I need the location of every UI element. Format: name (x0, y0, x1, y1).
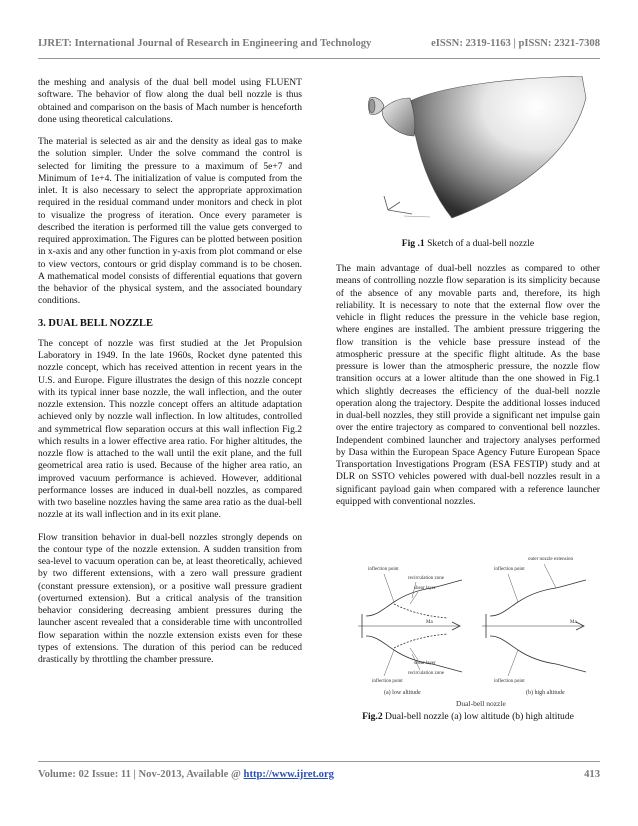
label-shear-layer: shear layer (414, 661, 436, 666)
paragraph: the meshing and analysis of the dual bell model using FLUENT software. The behavior of flow along the dual bell nozzle is thus obtained and comparison on the basis of Mach number is henceforth done using theoretical calculations. (38, 77, 302, 125)
figure-2-caption (336, 711, 600, 722)
label-ma: Ma (570, 620, 577, 625)
journal-header (38, 38, 600, 59)
left-column (38, 77, 302, 676)
label-ma: Ma (426, 620, 433, 625)
paragraph: The concept of nozzle was first studied at the Jet Propulsion Laboratory in 1949. In the late 1960s, Rocket dyne patented this nozzle concept, which has received attention in recent years in the U.S. and Europe. Figure illustrates the design of this nozzle concept with its typical inner base nozzle, the wall inflection, and the outer nozzle extension. This nozzle concept offers an altitude adaptation achieved only by nozzle wall inflection. In low altitudes, controlled and symmetrical flow separation occurs at this wall inflection Fig.2 which results in a lower effective area ratio. For higher altitudes, the nozzle flow is attached to the wall until the exit plane, and the full geometrical area ratio is used. Because of the higher area ratio, an improved vacuum performance is achieved. However, additional performance losses are induced in dual-bell nozzles, as compared with two baseline nozzles having the same area ratio as the dual-bell nozzle at its wall inflection and in its exit plane. (38, 337, 302, 521)
figure-2-caption-text: Dual-bell nozzle (a) low altitude (b) high altitude (382, 711, 574, 722)
label-shear-layer: shear layer (414, 586, 436, 591)
page-footer (38, 761, 600, 785)
figure-1-label: Fig .1 (401, 238, 425, 249)
section-heading: 3. DUAL BELL NOZZLE (38, 317, 153, 329)
journal-issn: eISSN: 2319-1163 | pISSN: 2321-7308 (431, 38, 600, 49)
nozzle-a-outline (358, 580, 462, 672)
label-outer-nozzle-extension: outer nozzle extension (528, 557, 573, 562)
nozzle-b-outline (482, 580, 586, 672)
figure-1-caption (336, 238, 600, 249)
paragraph: The material is selected as air and the density as ideal gas to make the solution simpler. Under the solve command the control is selected for limiting the pressure to a maximum of 5e+7 and Minimum of 1e+4. The initialization of value is computed from the inlet. It is also necessary to select the appropriate approximation required in the residual command under monitors and check in plot to visualize the progress of iteration. Once every parameter is described the iteration is performed till the value gets converged to required approximation. The Figures can be plotted between position in x-axis and any other function in y-axis from plot command or else to view vectors, contours or grid display command is to be chosen. A mathematical model consists of differential equations that govern the behavior of the physical system, and the associated boundary conditions. (38, 136, 302, 307)
label-low-altitude: (a) low altitude (384, 690, 421, 696)
footer-volume (38, 769, 334, 785)
label-inflection-point: inflection point (494, 679, 525, 684)
figure-2-title: Dual-bell nozzle (456, 699, 506, 708)
journal-title: IJRET: International Journal of Research in Engineering and Technology (38, 38, 372, 49)
paragraph: Flow transition behavior in dual-bell nozzles strongly depends on the contour type of the nozzle extension. A sudden transition from sea-level to vacuum operation can be, at least theoretically, achieved by two different extensions, with a zero wall pressure gradient (constant pressure extension), or a positive wall pressure gradient (overturned extension). But a critical analysis of the transition behavior considering decreasing ambient pressures during the launcher ascent revealed that a considerable time with uncontrolled flow separation within the nozzle extension exists even for these types of extensions. The duration of this period can be reduced drastically by throttling the chamber pressure. (38, 531, 302, 665)
label-inflection-point: inflection point (372, 679, 403, 684)
right-column (336, 263, 600, 518)
figure-1-caption-text: Sketch of a dual-bell nozzle (424, 238, 535, 249)
figure-2-label: Fig.2 (362, 711, 383, 722)
dual-bell-nozzle-diagram (348, 552, 594, 710)
paragraph: The main advantage of dual-bell nozzles as compared to other means of controlling nozzle flow separation is its simplicity because of the absence of any movable parts and, therefore, its high reliability. It is necessary to note that the external flow over the vehicle in flight reduces the pressure in the vehicle base region, where engines are installed. The ambient pressure triggering the flow transition is the vehicle base pressure instead of the atmospheric pressure at the specific flight altitude. As the base pressure is lower than the atmospheric pressure, the nozzle flow transition occurs at a lower altitude than the one showed in Fig.1 which slightly decreases the efficiency of the dual-bell nozzle operation along the trajectory. Despite the additional losses induced in dual-bell nozzles, they still provide a significant net impulse gain over the entire trajectory as compared to conventional bell nozzles. Independent combined launcher and trajectory analyses performed by Dasa within the European Space Agency Future European Space Transportation Investigations Program (ESA FESTIP) study and at DLR on SSTO vehicles powered with dual-bell nozzles result in a significant payload gain when compared with a reference launcher equipped with conventional nozzles. (336, 263, 600, 507)
journal-link[interactable]: http://www.ijret.org (243, 769, 334, 780)
footer-volume-text: Volume: 02 Issue: 11 | Nov-2013, Available @ (38, 769, 244, 780)
label-high-altitude: (b) high altitude (526, 690, 565, 696)
dual-bell-nozzle-sketch (360, 76, 588, 230)
page-number: 413 (584, 769, 600, 780)
label-inflection-point: inflection point (494, 567, 525, 572)
label-recirculation-zone: recirculation zone (408, 671, 444, 676)
label-inflection-point: inflection point (368, 567, 399, 572)
label-recirculation-zone: recirculation zone (408, 576, 444, 581)
